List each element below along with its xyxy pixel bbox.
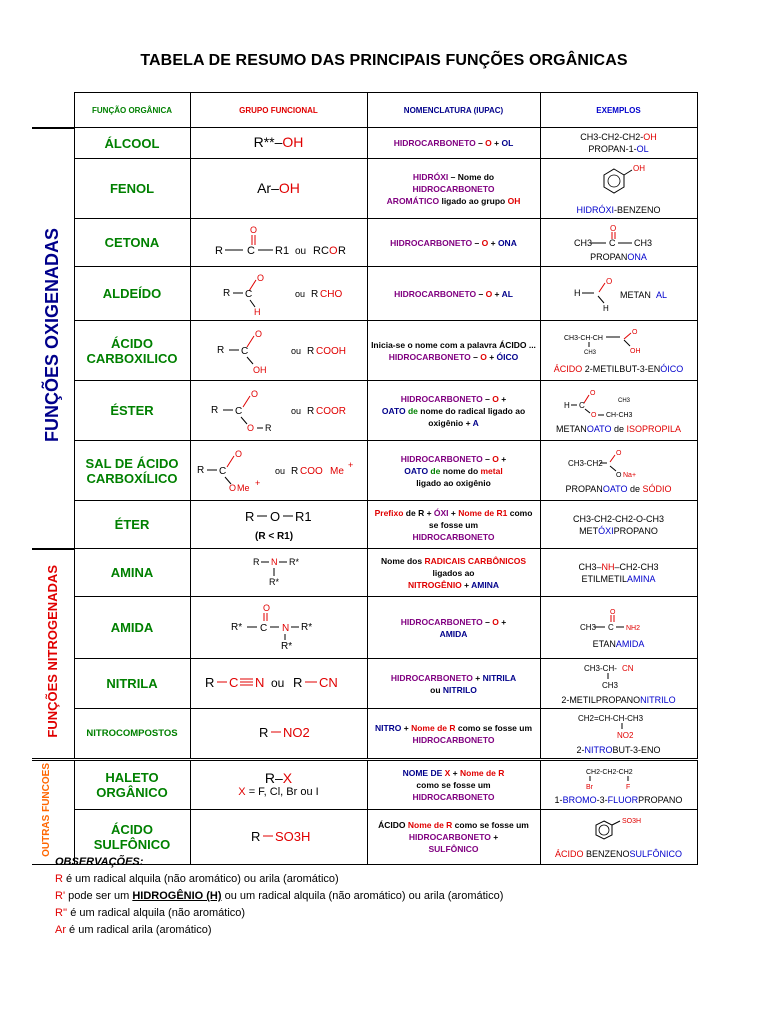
ketone-group-structure bbox=[195, 221, 363, 261]
svg-text:ou: ou bbox=[290, 346, 301, 356]
nitrile-group-structure bbox=[195, 669, 363, 695]
svg-text:+: + bbox=[347, 460, 353, 470]
svg-text:H: H bbox=[573, 288, 580, 298]
svg-text:R: R bbox=[252, 557, 259, 567]
nomenclature: NITRO + Nome de R como se fosse um HIDROCARBONETO bbox=[367, 709, 540, 760]
svg-text:ou: ou bbox=[270, 676, 284, 690]
svg-text:R1: R1 bbox=[274, 245, 289, 257]
svg-text:H: H bbox=[563, 401, 570, 410]
svg-text:C: C bbox=[234, 406, 242, 417]
svg-text:R*: R* bbox=[280, 641, 292, 652]
example: CH3-CH2 O O Na+ PROPANOATO de SÓDIO bbox=[540, 441, 697, 501]
function-name: NITROCOMPOSTOS bbox=[74, 709, 190, 760]
ether-group-structure bbox=[195, 503, 363, 543]
function-name: ÁCIDO CARBOXILICO bbox=[74, 321, 190, 381]
table-row bbox=[32, 267, 697, 321]
svg-text:O: O bbox=[589, 390, 595, 397]
function-name: CETONA bbox=[74, 219, 190, 267]
svg-text:O: O bbox=[590, 412, 596, 419]
group-label-outras: OUTRAS FUNCOES bbox=[32, 760, 74, 865]
svg-text:R: R bbox=[292, 675, 302, 690]
example: CH3–NH–CH2-CH3 ETILMETILAMINA bbox=[540, 549, 697, 597]
svg-text:CH3: CH3 bbox=[573, 238, 592, 248]
svg-text:O: O bbox=[615, 450, 621, 457]
svg-text:O: O bbox=[631, 329, 637, 336]
functional-group: Ar–OH bbox=[190, 159, 367, 219]
table-row bbox=[32, 219, 697, 267]
nomenclature: HIDROCARBONETO – O + OATO de nome do radical ligado ao oxigênio + A bbox=[367, 381, 540, 441]
functional-group bbox=[190, 597, 367, 659]
observations bbox=[55, 854, 503, 939]
svg-text:CH2=CH-CH-CH3: CH2=CH-CH-CH3 bbox=[577, 714, 643, 723]
svg-text:C: C bbox=[320, 245, 329, 257]
svg-text:Me: Me bbox=[236, 483, 250, 493]
svg-text:CH3: CH3 bbox=[633, 238, 652, 248]
carboxylic-acid-group-structure bbox=[195, 324, 363, 374]
observation-line: R' pode ser um HIDROGÊNIO (H) ou um radical alquila (não aromático) ou arila (aromático) bbox=[55, 890, 504, 902]
header-exemplos: EXEMPLOS bbox=[540, 93, 697, 128]
svg-text:O: O bbox=[609, 224, 616, 233]
svg-text:H: H bbox=[253, 307, 260, 315]
svg-text:R: R bbox=[258, 725, 268, 740]
svg-text:R1: R1 bbox=[294, 509, 312, 524]
function-name: AMIDA bbox=[74, 597, 190, 659]
example: CH2-CH2-CH2 Br F 1-BROMO-3-FLUORPROPANO bbox=[540, 760, 697, 810]
example: CH2=CH-CH-CH3 NO2 2-NITROBUT-3-ENO bbox=[540, 709, 697, 760]
functional-group bbox=[190, 321, 367, 381]
nomenclature: ÁCIDO Nome de R como se fosse um HIDROCARBONETO + SULFÔNICO bbox=[367, 810, 540, 864]
function-name: ÁLCOOL bbox=[74, 128, 190, 159]
svg-text:COOH: COOH bbox=[315, 346, 346, 357]
svg-text:R: R bbox=[222, 288, 230, 299]
observation-line: R'' é um radical alquila (não aromático) bbox=[55, 907, 246, 919]
nitrobutene-structure bbox=[544, 711, 694, 741]
svg-text:R: R bbox=[306, 406, 314, 417]
svg-text:Na+: Na+ bbox=[622, 472, 636, 479]
svg-text:N: N bbox=[270, 557, 277, 567]
svg-text:Me: Me bbox=[329, 466, 344, 477]
svg-text:NO2: NO2 bbox=[282, 725, 310, 740]
svg-text:CH3: CH3 bbox=[579, 623, 596, 632]
table-row bbox=[32, 659, 697, 709]
svg-text:R*: R* bbox=[268, 577, 279, 587]
functional-group bbox=[190, 659, 367, 709]
svg-text:R: R bbox=[337, 245, 346, 257]
svg-text:O: O bbox=[249, 225, 257, 235]
svg-text:R: R bbox=[216, 345, 224, 356]
amine-group-structure bbox=[195, 551, 363, 591]
svg-text:OH: OH bbox=[632, 164, 645, 173]
svg-text:O: O bbox=[609, 609, 615, 616]
functional-group bbox=[190, 501, 367, 549]
function-name: SAL DE ÁCIDO CARBOXÍLICO bbox=[74, 441, 190, 501]
group-label-nitrogenadas: FUNÇÕES NITROGENADAS bbox=[32, 549, 74, 760]
sodium-propanoate-structure bbox=[544, 446, 694, 480]
functional-group bbox=[190, 219, 367, 267]
svg-text:C: C bbox=[228, 675, 238, 690]
nomenclature: Nome dos RADICAIS CARBÔNICOS ligados ao NITROGÊNIO + AMINA bbox=[367, 549, 540, 597]
function-name: HALETO ORGÂNICO bbox=[74, 760, 190, 810]
table-row bbox=[32, 501, 697, 549]
ester-group-structure bbox=[195, 384, 363, 434]
phenol-structure bbox=[544, 161, 694, 201]
function-name: FENOL bbox=[74, 159, 190, 219]
svg-text:O: O bbox=[269, 509, 280, 524]
functional-group bbox=[190, 381, 367, 441]
svg-text:AL: AL bbox=[655, 290, 667, 300]
svg-text:R: R bbox=[264, 423, 271, 433]
functional-group bbox=[190, 549, 367, 597]
svg-text:O: O bbox=[254, 329, 262, 339]
svg-text:R: R bbox=[196, 465, 204, 476]
example bbox=[540, 267, 697, 321]
function-name: ALDEÍDO bbox=[74, 267, 190, 321]
nitro-group-structure bbox=[195, 719, 363, 745]
svg-text:C: C bbox=[240, 346, 248, 357]
nomenclature: NOME DE X + Nome de R como se fosse um HIDROCARBONETO bbox=[367, 760, 540, 810]
function-name: ÁCIDO SULFÔNICO bbox=[74, 810, 190, 864]
svg-text:ou: ou bbox=[274, 466, 285, 476]
svg-text:C: C bbox=[607, 623, 614, 632]
table-row bbox=[32, 159, 697, 219]
function-name: ÉTER bbox=[74, 501, 190, 549]
svg-text:OH: OH bbox=[629, 348, 640, 355]
svg-text:C: C bbox=[244, 289, 252, 300]
table-row bbox=[32, 709, 697, 760]
example: O H C O CH-CH3 CH3 METANOATO de ISOPROPILA bbox=[540, 381, 697, 441]
svg-text:O: O bbox=[228, 483, 236, 493]
svg-text:R: R bbox=[306, 346, 314, 357]
table-row bbox=[32, 597, 697, 659]
svg-text:SO3H: SO3H bbox=[621, 817, 641, 825]
observation-line: R é um radical alquila (não aromático) ou arila (aromático) bbox=[55, 873, 339, 885]
svg-text:Br: Br bbox=[585, 783, 593, 791]
svg-text:CH3: CH3 bbox=[601, 681, 618, 690]
page-title: TABELA DE RESUMO DAS PRINCIPAIS FUNÇÕES ORGÂNICAS bbox=[140, 52, 628, 69]
amide-group-structure bbox=[195, 600, 363, 652]
table-row bbox=[32, 321, 697, 381]
methylbutenoic-acid-structure bbox=[544, 326, 694, 360]
svg-text:O: O bbox=[256, 273, 264, 283]
svg-text:CH-CH3: CH-CH3 bbox=[605, 412, 632, 419]
aldehyde-group-structure bbox=[195, 269, 363, 315]
nomenclature: HIDROCARBONETO – O + OL bbox=[367, 128, 540, 159]
header-nomenclatura: NOMENCLATURA (IUPAC) bbox=[367, 93, 540, 128]
nomenclature: HIDROCARBONETO – O + AL bbox=[367, 267, 540, 321]
svg-text:R: R bbox=[214, 245, 223, 257]
table-row bbox=[32, 381, 697, 441]
svg-text:O: O bbox=[328, 245, 338, 257]
functional-group: R**–OH bbox=[190, 128, 367, 159]
example: CH3-CH2-CH2-OH PROPAN-1-OL bbox=[540, 128, 697, 159]
function-name: AMINA bbox=[74, 549, 190, 597]
svg-text:O: O bbox=[262, 603, 270, 613]
header-funcao: FUNÇÃO ORGÂNICA bbox=[74, 93, 190, 128]
svg-text:C: C bbox=[246, 245, 255, 257]
nomenclature: HIDRÓXI – Nome do HIDROCARBONETO AROMÁTICO ligado ao grupo OH bbox=[367, 159, 540, 219]
group-label-oxigenadas: FUNÇÕES OXIGENADAS bbox=[32, 128, 74, 549]
function-name: NITRILA bbox=[74, 659, 190, 709]
svg-text:C: C bbox=[218, 466, 226, 477]
example: O CH3 C NH2 ETANAMIDA bbox=[540, 597, 697, 659]
functional-group bbox=[190, 267, 367, 321]
svg-text:COOR: COOR bbox=[315, 406, 346, 417]
svg-text:R: R bbox=[312, 245, 321, 257]
svg-text:CH3: CH3 bbox=[583, 350, 596, 356]
svg-text:METAN: METAN bbox=[619, 290, 651, 300]
isopropyl-methanoate-structure bbox=[544, 386, 694, 420]
nomenclature: Inicia-se o nome com a palavra ÁCIDO ... HIDROCARBONETO – O + ÓICO bbox=[367, 321, 540, 381]
functional-group bbox=[190, 709, 367, 760]
methanal-structure bbox=[544, 272, 694, 312]
svg-text:SO3H: SO3H bbox=[274, 828, 310, 844]
example: CH3-CH2-CH2-O-CH3 METÓXIPROPANO bbox=[540, 501, 697, 549]
nomenclature: HIDROCARBONETO – O + ONA bbox=[367, 219, 540, 267]
svg-text:ou: ou bbox=[294, 289, 305, 299]
svg-text:R: R bbox=[204, 675, 214, 690]
methylpropanenitrile-structure bbox=[544, 661, 694, 691]
summary-table bbox=[32, 92, 698, 865]
svg-text:R: R bbox=[310, 289, 318, 300]
svg-text:CH3-CH-: CH3-CH- bbox=[583, 664, 617, 673]
svg-text:ou: ou bbox=[290, 406, 301, 416]
functional-group: R–X X = F, Cl, Br ou I bbox=[190, 760, 367, 810]
svg-text:CHO: CHO bbox=[319, 289, 342, 300]
svg-text:H: H bbox=[602, 304, 609, 312]
svg-text:CH2-CH2-CH2: CH2-CH2-CH2 bbox=[585, 768, 633, 776]
example: CH3-CH-CH O CH3 OH ÁCIDO 2-METILBUT-3-ENÓICO bbox=[540, 321, 697, 381]
table-row bbox=[32, 760, 697, 810]
nomenclature: HIDROCARBONETO – O + AMIDA bbox=[367, 597, 540, 659]
svg-text:R: R bbox=[250, 828, 260, 844]
ethanamide-structure bbox=[544, 605, 694, 635]
example: CH3-CH- CN CH3 2-METILPROPANONITRILO bbox=[540, 659, 697, 709]
table-row bbox=[32, 549, 697, 597]
svg-text:F: F bbox=[625, 783, 630, 791]
svg-text:O: O bbox=[246, 423, 254, 433]
svg-text:CH3-CH-CH: CH3-CH-CH bbox=[563, 335, 603, 342]
salt-group-structure bbox=[195, 444, 363, 494]
bromofluoropropane-structure bbox=[544, 765, 694, 791]
svg-text:N: N bbox=[254, 675, 264, 690]
svg-text:NO2: NO2 bbox=[616, 731, 633, 740]
observation-line: Ar é um radical arila (aromático) bbox=[55, 924, 212, 936]
svg-text:C: C bbox=[608, 238, 615, 248]
svg-text:CN: CN bbox=[621, 664, 634, 673]
svg-text:CH3: CH3 bbox=[617, 398, 630, 404]
svg-text:N: N bbox=[281, 623, 289, 634]
example: SO3H ÁCIDO BENZENOSULFÔNICO bbox=[540, 810, 697, 864]
benzenesulfonic-acid-structure bbox=[544, 815, 694, 845]
table-header-row bbox=[32, 93, 697, 128]
svg-text:(R < R1): (R < R1) bbox=[254, 531, 293, 542]
svg-text:R: R bbox=[210, 405, 218, 416]
svg-text:O: O bbox=[234, 449, 242, 459]
svg-text:R: R bbox=[244, 509, 254, 524]
propanone-structure bbox=[544, 222, 694, 248]
svg-text:ou: ou bbox=[294, 246, 306, 257]
svg-text:COO: COO bbox=[299, 466, 323, 477]
example: OH HIDRÓXI-BENZENO bbox=[540, 159, 697, 219]
svg-text:O: O bbox=[605, 277, 612, 286]
svg-text:O: O bbox=[615, 472, 621, 479]
svg-text:CH3-CH2: CH3-CH2 bbox=[567, 459, 603, 468]
functional-group bbox=[190, 441, 367, 501]
nomenclature: HIDROCARBONETO + NITRILA ou NITRILO bbox=[367, 659, 540, 709]
function-name: ÉSTER bbox=[74, 381, 190, 441]
svg-text:R: R bbox=[290, 466, 298, 477]
table-row bbox=[32, 128, 697, 159]
svg-text:C: C bbox=[578, 401, 585, 410]
observations-heading: OBSERVAÇÕES: bbox=[55, 856, 144, 868]
svg-text:R*: R* bbox=[288, 557, 299, 567]
svg-text:+: + bbox=[254, 478, 260, 488]
svg-text:CN: CN bbox=[318, 675, 338, 690]
svg-text:C: C bbox=[259, 623, 267, 634]
table-row bbox=[32, 441, 697, 501]
svg-text:R*: R* bbox=[300, 622, 312, 633]
sulfonic-group-structure bbox=[195, 823, 363, 849]
header-grupo: GRUPO FUNCIONAL bbox=[190, 93, 367, 128]
svg-text:NH2: NH2 bbox=[625, 625, 640, 632]
svg-text:O: O bbox=[250, 389, 258, 399]
svg-text:R*: R* bbox=[230, 622, 242, 633]
example: O CH3 C CH3 PROPANONA bbox=[540, 219, 697, 267]
svg-text:OH: OH bbox=[252, 365, 266, 374]
nomenclature: Prefixo de R + ÓXI + Nome de R1 como se fosse um HIDROCARBONETO bbox=[367, 501, 540, 549]
nomenclature: HIDROCARBONETO – O + OATO de nome do metal ligado ao oxigênio bbox=[367, 441, 540, 501]
